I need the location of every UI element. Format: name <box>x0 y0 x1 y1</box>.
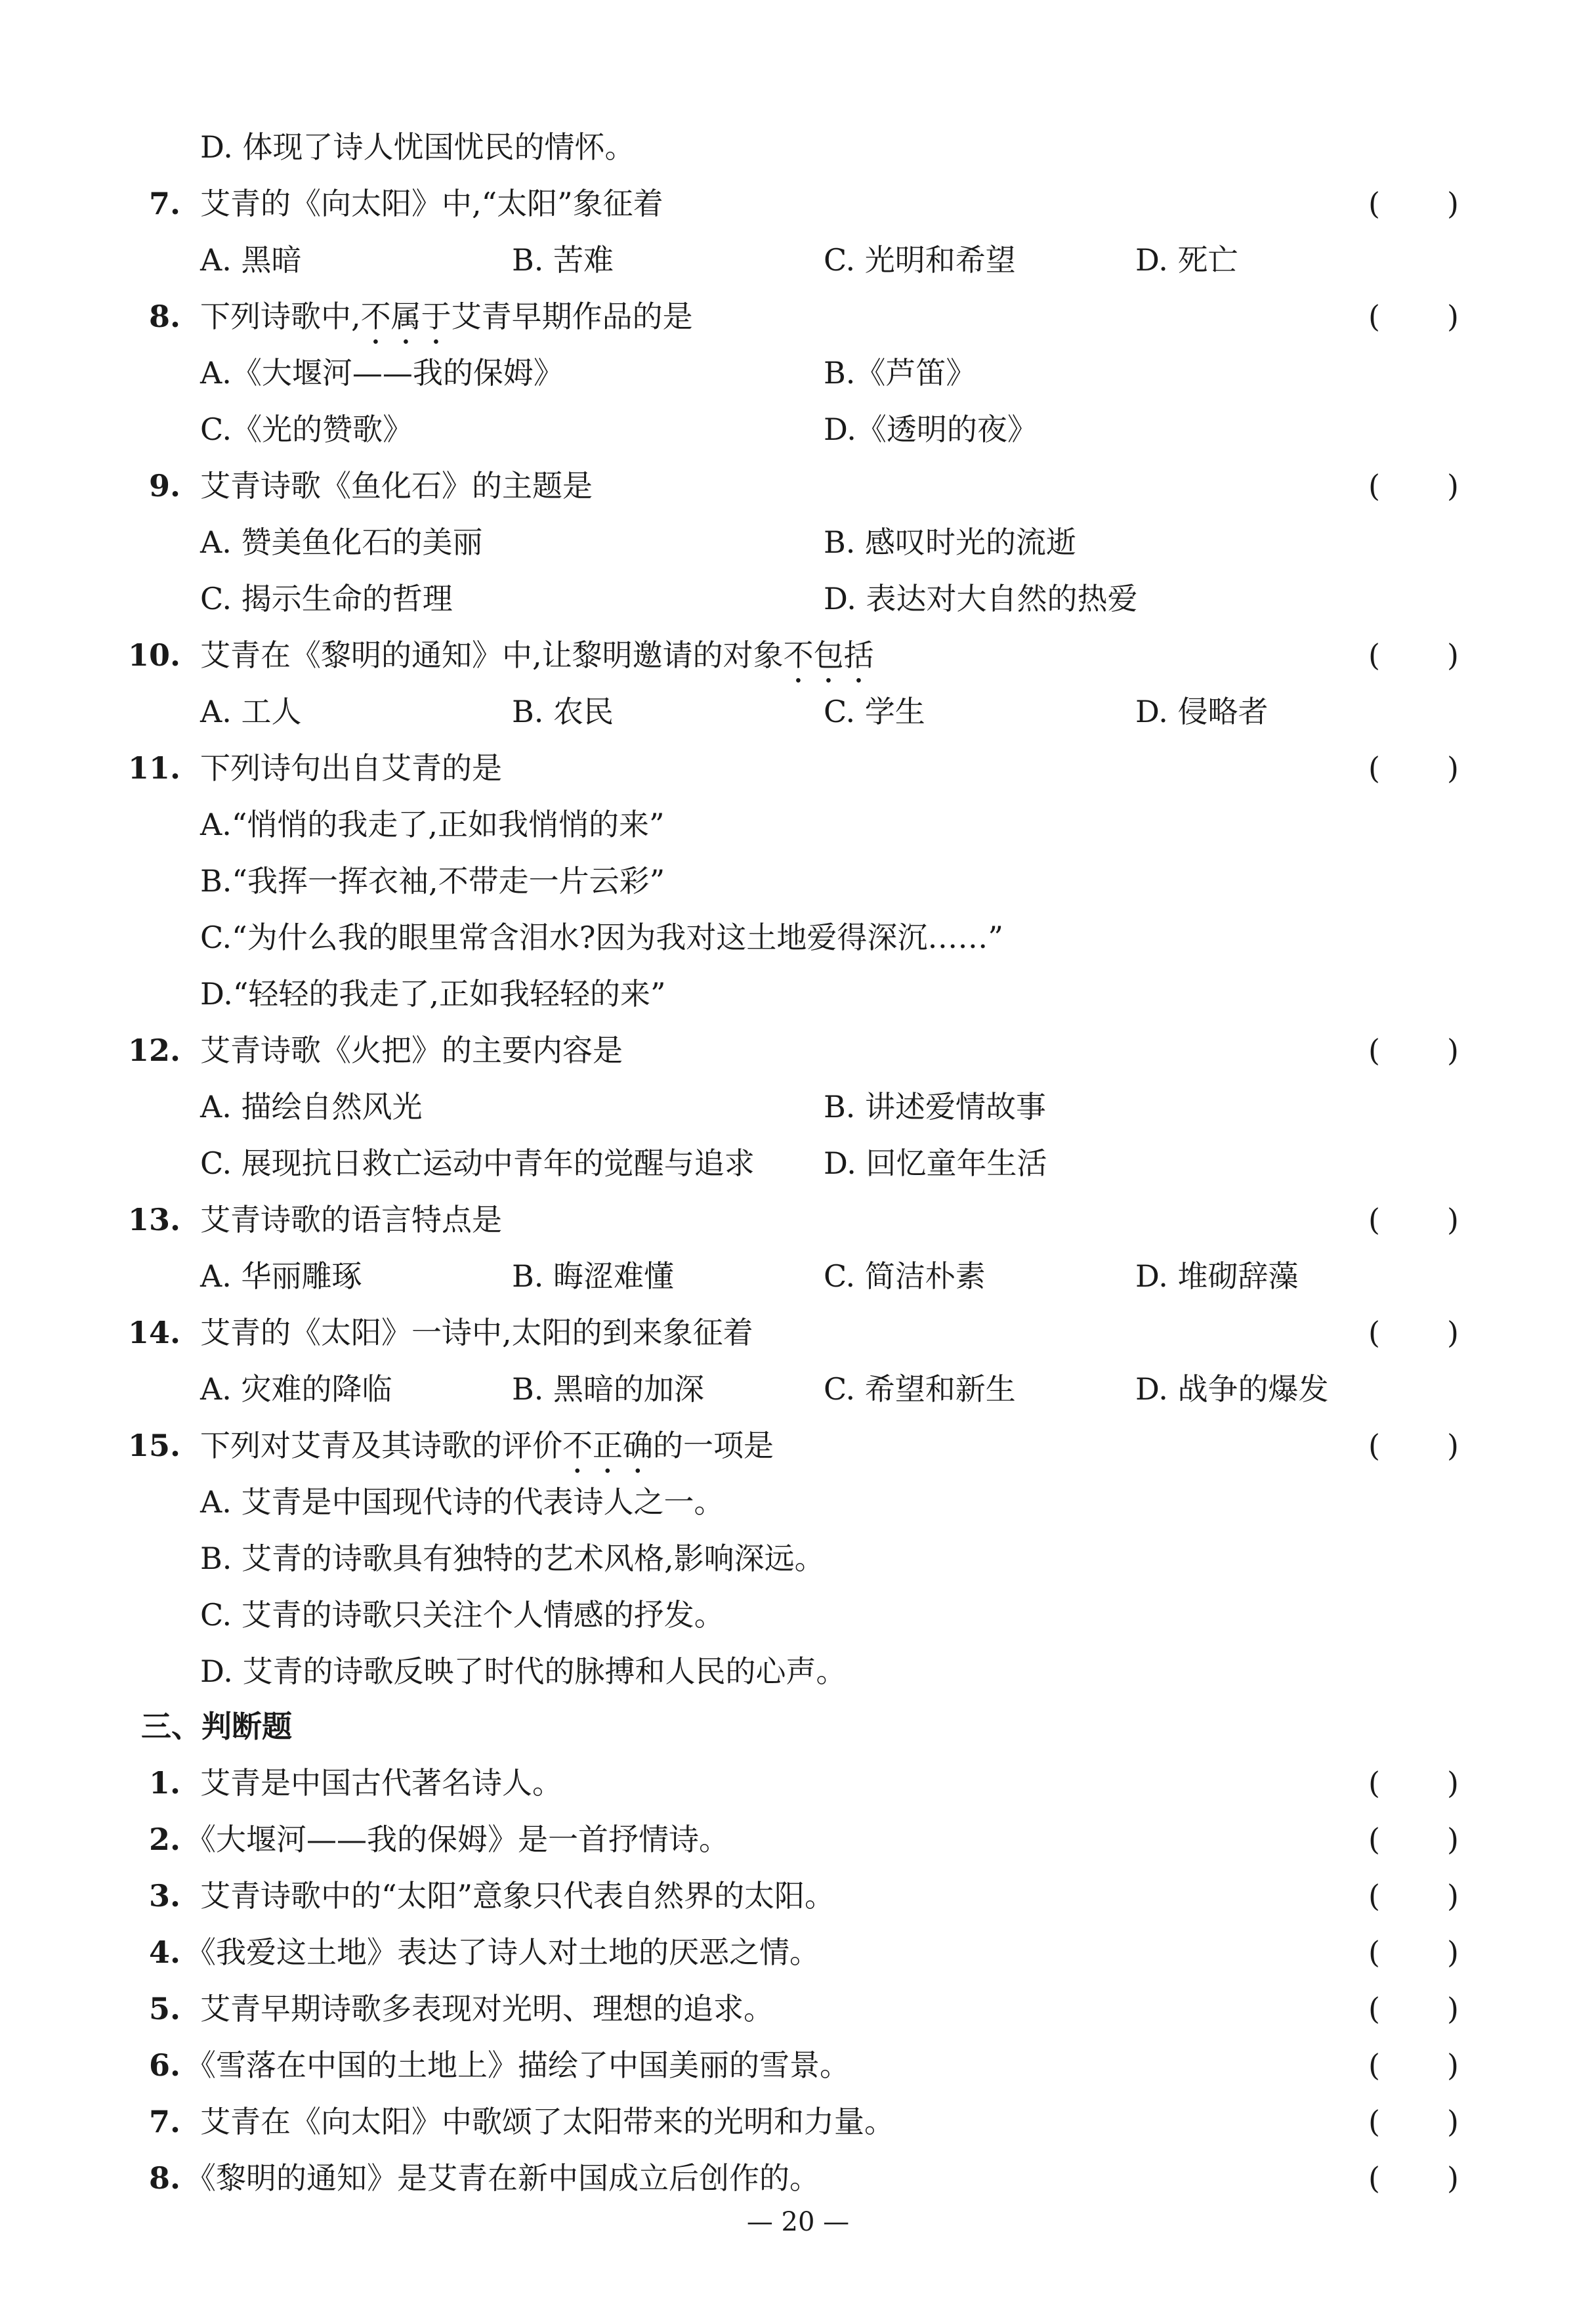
stem-text: 的一项是 <box>653 1428 774 1463</box>
option-a[interactable]: A.“悄悄的我走了,正如我悄悄的来” <box>200 807 665 842</box>
answer-bracket[interactable] <box>1368 1818 1459 1860</box>
bracket-open: ( <box>1368 2047 1380 2083</box>
bracket-open: ( <box>1368 1935 1380 1970</box>
q10-options <box>0 691 1596 733</box>
option-c[interactable]: C. 光明和希望 <box>824 242 1016 278</box>
q15-option-b-row <box>0 1537 1596 1579</box>
stem-text: 艾青在《黎明的通知》中,让黎明邀请的对象 <box>200 637 784 673</box>
option-a[interactable]: A. 华丽雕琢 <box>200 1258 362 1294</box>
bracket-close: ) <box>1447 1765 1459 1801</box>
option-c[interactable]: C.“为什么我的眼里常含泪水?因为我对这土地爱得深沉……” <box>200 920 1003 955</box>
question-15 <box>0 1424 1596 1466</box>
option-a[interactable]: A. 艾青是中国现代诗的代表诗人之一。 <box>200 1484 724 1520</box>
q11-option-b-row <box>0 860 1596 902</box>
option-a[interactable]: A. 描绘自然风光 <box>200 1089 423 1124</box>
question-number: 8. <box>148 2160 180 2196</box>
option-b[interactable]: B. 感叹时光的流逝 <box>824 524 1077 560</box>
bracket-close: ) <box>1447 299 1459 334</box>
judge-statement: 《黎明的通知》是艾青在新中国成立后创作的。 <box>186 2160 820 2196</box>
answer-bracket[interactable] <box>1368 182 1459 225</box>
question-number: 2. <box>148 1822 180 1857</box>
q7-options <box>0 239 1596 281</box>
bracket-close: ) <box>1447 2047 1459 2083</box>
judge-item-7 <box>0 2101 1596 2143</box>
option-a[interactable]: A. 工人 <box>200 694 302 729</box>
question-stem <box>200 634 874 690</box>
bracket-open: ( <box>1368 2160 1380 2196</box>
bracket-close: ) <box>1447 1935 1459 1970</box>
judge-item-1 <box>0 1762 1596 1804</box>
option-d[interactable]: D. 死亡 <box>1135 242 1238 278</box>
bracket-open: ( <box>1368 2104 1380 2139</box>
emphasized-text: 不正确 <box>562 1428 653 1463</box>
option-d[interactable]: D. 艾青的诗歌反映了时代的脉搏和人民的心声。 <box>200 1654 847 1689</box>
judge-item-4 <box>0 1931 1596 1973</box>
judge-item-5 <box>0 1988 1596 2030</box>
question-12 <box>0 1029 1596 1071</box>
question-number: 9. <box>148 468 180 503</box>
bracket-close: ) <box>1447 1991 1459 2026</box>
option-d[interactable]: D. 战争的爆发 <box>1135 1371 1329 1407</box>
option-d[interactable]: D.“轻轻的我走了,正如我轻轻的来” <box>200 976 666 1012</box>
bracket-open: ( <box>1368 1991 1380 2026</box>
section-3-heading <box>0 1705 1596 1747</box>
option-c[interactable]: C. 展现抗日救亡运动中青年的觉醒与追求 <box>200 1145 755 1181</box>
answer-bracket[interactable] <box>1368 1762 1459 1804</box>
question-number: 5. <box>148 1991 180 2026</box>
question-number: 6. <box>148 2047 180 2083</box>
question-stem: 艾青的《太阳》一诗中,太阳的到来象征着 <box>200 1315 753 1350</box>
judge-statement: 《大堰河——我的保姆》是一首抒情诗。 <box>186 1822 729 1857</box>
question-number: 1. <box>148 1765 180 1801</box>
bracket-open: ( <box>1368 1878 1380 1914</box>
option-c[interactable]: C. 学生 <box>824 694 925 729</box>
bracket-open: ( <box>1368 1822 1380 1857</box>
bracket-close: ) <box>1447 750 1459 786</box>
bracket-close: ) <box>1447 1822 1459 1857</box>
bracket-close: ) <box>1447 1428 1459 1463</box>
stem-text: 下列对艾青及其诗歌的评价 <box>200 1428 562 1463</box>
answer-bracket[interactable] <box>1368 295 1459 337</box>
bracket-open: ( <box>1368 750 1380 786</box>
bracket-open: ( <box>1368 186 1380 221</box>
q11-option-c-row <box>0 916 1596 958</box>
option-b[interactable]: B.《芦笛》 <box>824 355 976 391</box>
section-title: 三、判断题 <box>141 1709 292 1744</box>
question-number: 10. <box>128 637 181 673</box>
answer-bracket[interactable] <box>1368 2101 1459 2143</box>
bracket-open: ( <box>1368 1428 1380 1463</box>
judge-item-2 <box>0 1818 1596 1860</box>
question-number: 3. <box>148 1878 180 1914</box>
bracket-close: ) <box>1447 1878 1459 1914</box>
answer-bracket[interactable] <box>1368 1931 1459 1973</box>
judge-statement: 艾青诗歌中的“太阳”意象只代表自然界的太阳。 <box>200 1878 835 1914</box>
option-b[interactable]: B. 黑暗的加深 <box>512 1371 705 1407</box>
bracket-open: ( <box>1368 1765 1380 1801</box>
bracket-open: ( <box>1368 1033 1380 1068</box>
q13-options <box>0 1255 1596 1297</box>
q15-option-d-row <box>0 1650 1596 1692</box>
stem-text: 下列诗歌中, <box>200 299 361 334</box>
q11-option-d-row <box>0 973 1596 1015</box>
option-b[interactable]: B. 农民 <box>512 694 614 729</box>
q9-options-row1 <box>0 521 1596 563</box>
question-number: 7. <box>148 2104 180 2139</box>
option-b[interactable]: B. 晦涩难懂 <box>512 1258 675 1294</box>
judge-item-8 <box>0 2157 1596 2199</box>
bracket-open: ( <box>1368 299 1380 334</box>
question-number: 7. <box>148 186 180 221</box>
question-10 <box>0 634 1596 676</box>
answer-bracket[interactable] <box>1368 1988 1459 2030</box>
bracket-open: ( <box>1368 1315 1380 1350</box>
question-number: 13. <box>128 1202 181 1237</box>
answer-bracket[interactable] <box>1368 1199 1459 1241</box>
answer-bracket[interactable] <box>1368 2157 1459 2199</box>
question-9 <box>0 465 1596 507</box>
answer-bracket[interactable] <box>1368 1875 1459 1917</box>
option-d[interactable]: D. 堆砌辞藻 <box>1135 1258 1299 1294</box>
q6-option-row <box>0 126 1596 168</box>
option-d[interactable]: D. 表达对大自然的热爱 <box>824 581 1138 616</box>
question-11 <box>0 747 1596 789</box>
bracket-close: ) <box>1447 1202 1459 1237</box>
option-b[interactable]: B.“我挥一挥衣袖,不带走一片云彩” <box>200 863 665 899</box>
question-8 <box>0 295 1596 337</box>
option-b[interactable]: B. 苦难 <box>512 242 614 278</box>
option-b[interactable]: B. 讲述爱情故事 <box>824 1089 1047 1124</box>
answer-bracket[interactable] <box>1368 1424 1459 1466</box>
question-stem: 艾青诗歌《火把》的主要内容是 <box>200 1033 623 1068</box>
option-c[interactable]: C. 简洁朴素 <box>824 1258 986 1294</box>
question-13 <box>0 1199 1596 1241</box>
question-stem: 下列诗句出自艾青的是 <box>200 750 502 786</box>
answer-bracket[interactable] <box>1368 465 1459 507</box>
question-stem <box>200 295 693 351</box>
judge-statement: 艾青早期诗歌多表现对光明、理想的追求。 <box>200 1991 774 2026</box>
q8-options-row2 <box>0 408 1596 450</box>
judge-statement: 艾青是中国古代著名诗人。 <box>200 1765 562 1801</box>
judge-statement: 《雪落在中国的土地上》描绘了中国美丽的雪景。 <box>186 2047 850 2083</box>
answer-bracket[interactable] <box>1368 2044 1459 2086</box>
q15-option-c-row <box>0 1594 1596 1636</box>
emphasized-text: 不包括 <box>783 637 874 673</box>
answer-bracket[interactable] <box>1368 634 1459 676</box>
question-number: 8. <box>148 299 180 334</box>
q15-option-a-row <box>0 1481 1596 1523</box>
bracket-open: ( <box>1368 468 1380 503</box>
option-a[interactable]: A. 灾难的降临 <box>200 1371 392 1407</box>
option-d[interactable]: D. 回忆童年生活 <box>824 1145 1047 1181</box>
bracket-open: ( <box>1368 1202 1380 1237</box>
answer-bracket[interactable] <box>1368 1312 1459 1354</box>
judge-statement: 艾青在《向太阳》中歌颂了太阳带来的光明和力量。 <box>200 2104 894 2139</box>
question-number: 14. <box>128 1315 181 1350</box>
q6-option-d: D. 体现了诗人忧国忧民的情怀。 <box>200 129 635 165</box>
q8-options-row1 <box>0 352 1596 394</box>
q12-options-row2 <box>0 1142 1596 1184</box>
question-stem: 艾青诗歌的语言特点是 <box>200 1202 502 1237</box>
question-number: 15. <box>128 1428 181 1463</box>
option-a[interactable]: A.《大堰河——我的保姆》 <box>200 355 564 391</box>
option-c[interactable]: C. 希望和新生 <box>824 1371 1016 1407</box>
bracket-close: ) <box>1447 186 1459 221</box>
option-a[interactable]: A. 黑暗 <box>200 242 302 278</box>
judge-statement: 《我爱这土地》表达了诗人对土地的厌恶之情。 <box>186 1935 820 1970</box>
answer-bracket[interactable] <box>1368 1029 1459 1071</box>
bracket-close: ) <box>1447 2160 1459 2196</box>
stem-text: 艾青早期作品的是 <box>451 299 693 334</box>
page-number: — 20 — <box>746 2207 850 2237</box>
question-number: 11. <box>128 750 181 786</box>
bracket-close: ) <box>1447 468 1459 503</box>
option-b[interactable]: B. 艾青的诗歌具有独特的艺术风格,影响深远。 <box>200 1541 825 1576</box>
q11-option-a-row <box>0 803 1596 845</box>
option-c[interactable]: C. 艾青的诗歌只关注个人情感的抒发。 <box>200 1597 724 1633</box>
option-d[interactable]: D. 侵略者 <box>1135 694 1269 729</box>
judge-item-3 <box>0 1875 1596 1917</box>
question-14 <box>0 1312 1596 1354</box>
bracket-close: ) <box>1447 1033 1459 1068</box>
q14-options <box>0 1368 1596 1410</box>
question-stem: 艾青诗歌《鱼化石》的主题是 <box>200 468 593 503</box>
option-a[interactable]: A. 赞美鱼化石的美丽 <box>200 524 483 560</box>
judge-item-6 <box>0 2044 1596 2086</box>
question-stem <box>200 1424 774 1480</box>
question-number: 12. <box>128 1033 181 1068</box>
option-c[interactable]: C.《光的赞歌》 <box>200 412 413 447</box>
q9-options-row2 <box>0 578 1596 620</box>
emphasized-text: 不属于 <box>360 299 452 334</box>
bracket-close: ) <box>1447 1315 1459 1350</box>
question-7 <box>0 182 1596 225</box>
option-c[interactable]: C. 揭示生命的哲理 <box>200 581 453 616</box>
answer-bracket[interactable] <box>1368 747 1459 789</box>
bracket-open: ( <box>1368 637 1380 673</box>
option-d[interactable]: D.《透明的夜》 <box>824 412 1038 447</box>
bracket-close: ) <box>1447 2104 1459 2139</box>
q12-options-row1 <box>0 1086 1596 1128</box>
bracket-close: ) <box>1447 637 1459 673</box>
question-number: 4. <box>148 1935 180 1970</box>
question-stem: 艾青的《向太阳》中,“太阳”象征着 <box>200 186 663 221</box>
